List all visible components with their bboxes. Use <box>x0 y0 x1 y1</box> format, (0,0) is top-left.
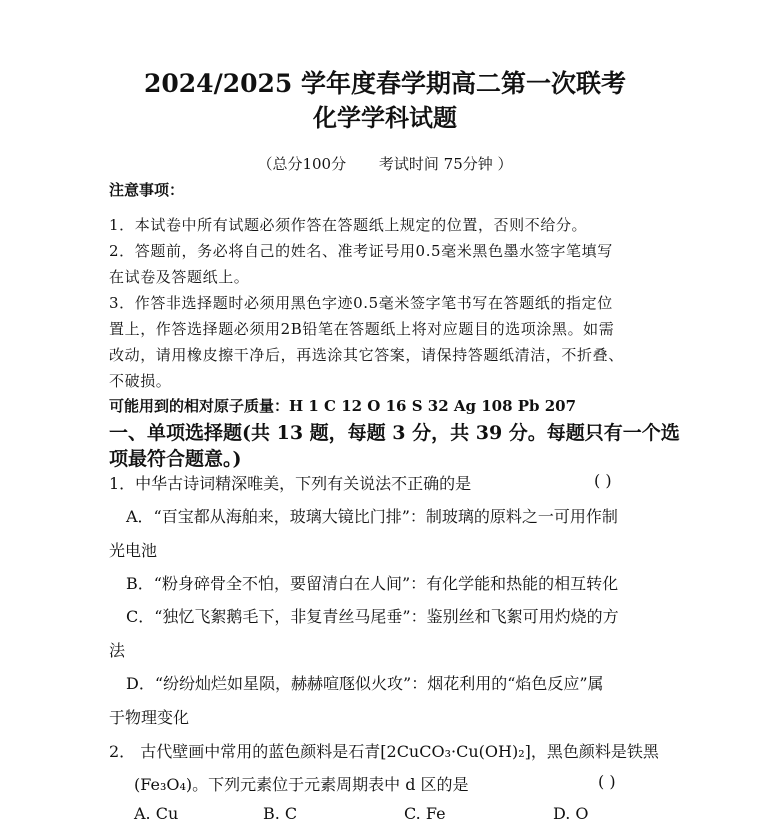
answer-bracket: ( ) <box>598 772 616 791</box>
section-heading-cont: 项最符合题意。) <box>109 448 242 470</box>
subject-title: 化学学科试题 <box>313 103 457 132</box>
q1-option-a: A．“百宝都从海舶来，玻璃大镜比门排”：制玻璃的原料之一可用作制 <box>126 507 618 526</box>
q1-option-d: D．“纷纷灿烂如星陨，赫赫喧豗似火攻”：烟花利用的“焰色反应”属 <box>126 674 604 693</box>
q1-option-c: C．“独忆飞絮鹅毛下，非复青丝马尾垂”：鉴别丝和飞絮可用灼烧的方 <box>126 607 619 626</box>
exam-time: 考试时间 75分钟 ） <box>378 155 513 173</box>
q1-option-a-cont: 光电池 <box>109 541 158 560</box>
answer-bracket: ( ) <box>594 471 612 490</box>
q1-option-d-cont: 于物理变化 <box>109 708 190 727</box>
question-1-stem: 1．中华古诗词精深唯美，下列有关说法不正确的是 <box>109 474 472 493</box>
notice-heading: 注意事项： <box>109 181 185 199</box>
notice-line: 1．本试卷中所有试题必须作答在答题纸上规定的位置，否则不给分。 <box>109 216 588 234</box>
q1-option-b: B．“粉身碎骨全不怕，要留清白在人间”：有化学能和热能的相互转化 <box>126 574 619 593</box>
question-2-stem: 2． 古代壁画中常用的蓝色颜料是石青[2CuCO₃·Cu(OH)₂]，黑色颜料是铁黑 <box>109 742 659 761</box>
q2-option-d: D. O <box>553 804 589 823</box>
notice-line: 2．答题前，务必将自己的姓名、准考证号用0.5毫米黑色墨水签字笔填写 <box>109 242 613 260</box>
notice-line: 3．作答非选择题时必须用黑色字迹0.5毫米签字笔书写在答题纸的指定位 <box>109 294 613 312</box>
notice-line: 在试卷及答题纸上。 <box>109 268 250 286</box>
question-2-stem-cont: (Fe₃O₄)。下列元素位于元素周期表中 d 区的是 <box>134 775 469 794</box>
exam-meta <box>0 153 770 174</box>
q1-option-c-cont: 法 <box>109 641 126 660</box>
q2-option-c: C. Fe <box>404 804 446 823</box>
notice-line: 不破损。 <box>109 372 172 390</box>
q2-option-b: B. C <box>263 804 298 823</box>
notice-line: 改动，请用橡皮擦干净后，再选涂其它答案，请保持答题纸清洁，不折叠、 <box>109 346 624 364</box>
total-score: （总分100分 <box>257 155 347 173</box>
atomic-masses: 可能用到的相对原子质量：H 1 C 12 O 16 S 32 Ag 108 Pb 207 <box>109 397 577 415</box>
notice-line: 置上，作答选择题必须用2B铅笔在答题纸上将对应题目的选项涂黑。如需 <box>109 320 615 338</box>
section-heading: 一、单项选择题(共 13 题，每题 3 分，共 39 分。每题只有一个选 <box>109 422 680 444</box>
exam-title: 2024/2025 学年度春学期高二第一次联考 <box>144 69 626 98</box>
q2-option-a: A. Cu <box>134 804 179 823</box>
